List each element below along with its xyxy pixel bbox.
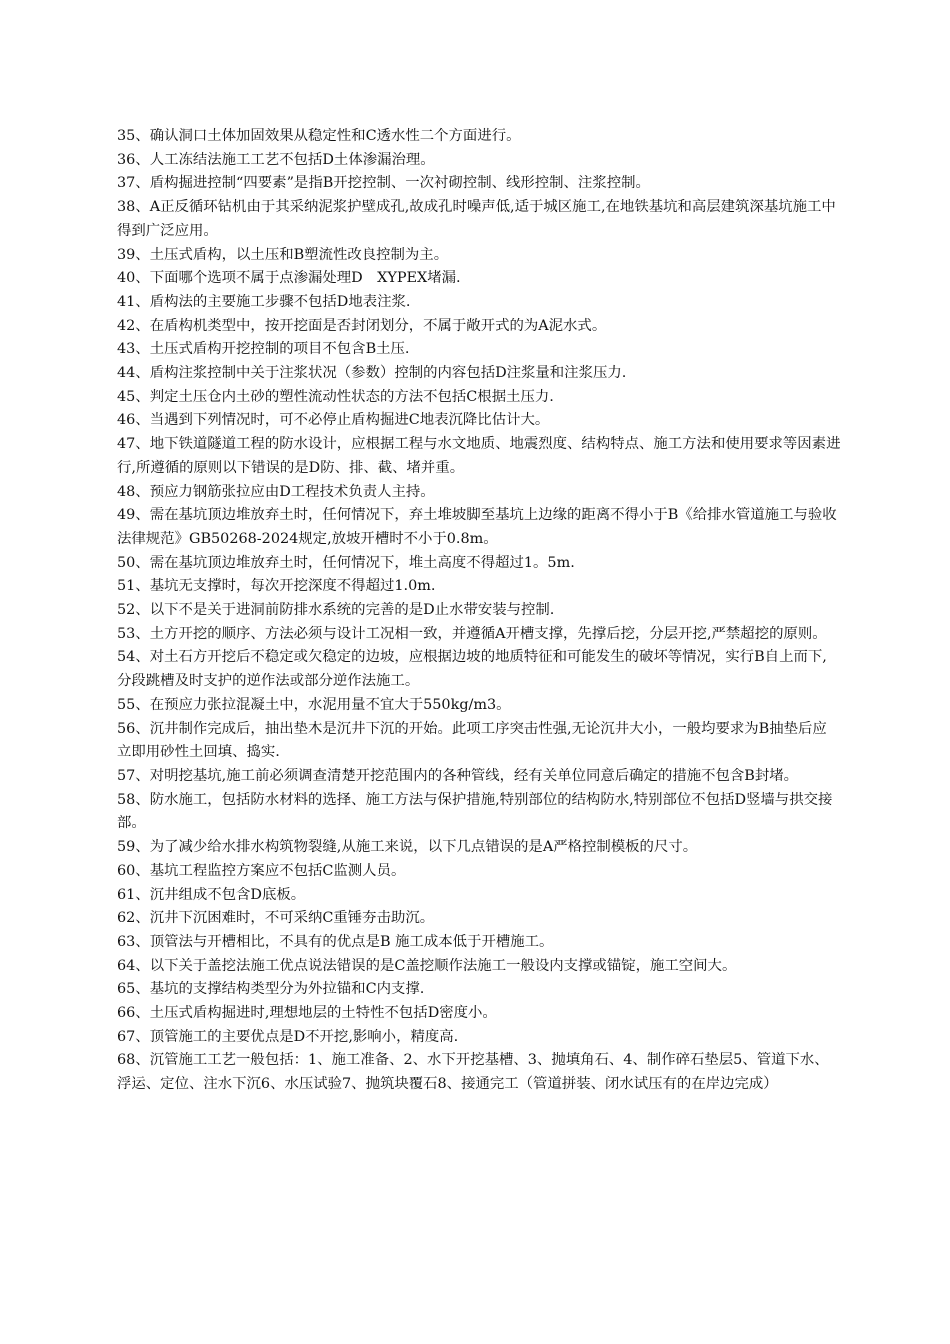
question-66: 66、土压式盾构掘进时,理想地层的土特性不包括D密度小。 <box>117 1005 497 1022</box>
question-48: 48、预应力钢筋张拉应由D工程技术负责人主持。 <box>117 483 435 500</box>
document-body <box>117 125 841 1097</box>
question-53: 53、土方开挖的顺序、方法必须与设计工况相一致，并遵循A开槽支撑，先撑后挖，分层开挖,严禁超挖的原则。 <box>117 625 827 642</box>
question-41: 41、盾构法的主要施工步骤不包括D地表注浆. <box>117 293 411 310</box>
question-55: 55、在预应力张拉混凝土中，水泥用量不宜大于550kg/m3。 <box>117 696 511 713</box>
question-36: 36、人工冻结法施工工艺不包括D土体渗漏治理。 <box>117 151 435 168</box>
question-54: 54、对土石方开挖后不稳定或欠稳定的边坡，应根据边坡的地质特征和可能发生的破坏等情况，实行B自上而下,分段跳槽及时支护的逆作法或部分逆作法施工。 <box>117 649 827 690</box>
question-38: 38、A正反循环钻机由于其采纳泥浆护壁成孔,故成孔时噪声低,适于城区施工,在地铁基坑和高层建筑深基坑施工中得到广泛应用。 <box>117 199 836 239</box>
question-65: 65、基坑的支撑结构类型分为外拉锚和C内支撑. <box>117 981 425 998</box>
question-57: 57、对明挖基坑,施工前必须调查清楚开挖范围内的各种管线，经有关单位同意后确定的措施不包含B封堵。 <box>117 767 799 784</box>
question-42: 42、在盾构机类型中，按开挖面是否封闭划分，不属于敞开式的为A泥水式。 <box>117 317 607 334</box>
question-39: 39、土压式盾构，以土压和B塑流性改良控制为主。 <box>117 246 449 263</box>
question-58: 58、防水施工，包括防水材料的选择、施工方法与保护措施,特别部位的结构防水,特别部位不包括D竖墙与拱交接部。 <box>117 791 833 832</box>
question-43: 43、土压式盾构开挖控制的项目不包含B土压. <box>117 341 410 358</box>
question-63: 63、顶管法与开槽相比，不具有的优点是B 施工成本低于开槽施工。 <box>117 933 554 950</box>
question-60: 60、基坑工程监控方案应不包括C监测人员。 <box>117 862 406 879</box>
question-52: 52、以下不是关于进洞前防排水系统的完善的是D止水带安装与控制. <box>117 602 555 619</box>
question-45: 45、判定土压仓内土砂的塑性流动性状态的方法不包括C根据土压力. <box>117 388 554 405</box>
question-59: 59、为了减少给水排水构筑物裂缝,从施工来说，以下几点错误的是A严格控制模板的尺寸。 <box>117 839 698 856</box>
question-56: 56、沉井制作完成后，抽出垫木是沉井下沉的开始。此项工序突击性强,无论沉井大小，一般均要求为B抽垫后应立即用砂性土回填、捣实. <box>117 720 827 761</box>
question-61: 61、沉井组成不包含D底板。 <box>117 886 306 903</box>
question-62: 62、沉井下沉困难时，不可采纳C重锤夯击助沉。 <box>117 910 435 927</box>
question-68: 68、沉管施工工艺一般包括：1、施工准备、2、水下开挖基槽、3、抛填角石、4、制作碎石垫层5、管道下水、浮运、定位、注水下沉6、水压试验7、抛筑块覆石8、接通完工（管道拼装、闭水试压有的在岸边完成） <box>117 1052 829 1093</box>
question-37: 37、盾构掘进控制“四要素”是指B开挖控制、一次衬砌控制、线形控制、注浆控制。 <box>117 175 650 192</box>
question-64: 64、以下关于盖挖法施工优点说法错误的是C盖挖顺作法施工一般设内支撑或锚锭，施工空间大。 <box>117 957 737 974</box>
question-40: 40、下面哪个选项不属于点渗漏处理D XYPEX堵漏. <box>117 270 461 287</box>
question-49: 49、需在基坑顶边堆放弃土时，任何情况下，弃土堆坡脚至基坑上边缘的距离不得小于B《给排水管道施工与验收法律规范》GB50268-2024规定,放坡开槽时不小于0.8m。 <box>117 507 837 547</box>
question-44: 44、盾构注浆控制中关于注浆状况（参数）控制的内容包括D注浆量和注浆压力. <box>117 365 627 382</box>
question-46: 46、当遇到下列情况时，可不必停止盾构掘进C地表沉降比估计大。 <box>117 412 550 429</box>
question-47: 47、地下铁道隧道工程的防水设计，应根据工程与水文地质、地震烈度、结构特点、施工方法和使用要求等因素进行,所遵循的原则以下错误的是D防、排、截、堵并重。 <box>117 436 841 476</box>
question-67: 67、顶管施工的主要优点是D不开挖,影响小，精度高. <box>117 1028 459 1045</box>
question-51: 51、基坑无支撑时，每次开挖深度不得超过1.0m. <box>117 578 436 595</box>
question-50: 50、需在基坑顶边堆放弃土时，任何情况下，堆土高度不得超过1。5m. <box>117 554 575 571</box>
question-35: 35、确认洞口土体加固效果从稳定性和C透水性二个方面进行。 <box>117 128 521 144</box>
